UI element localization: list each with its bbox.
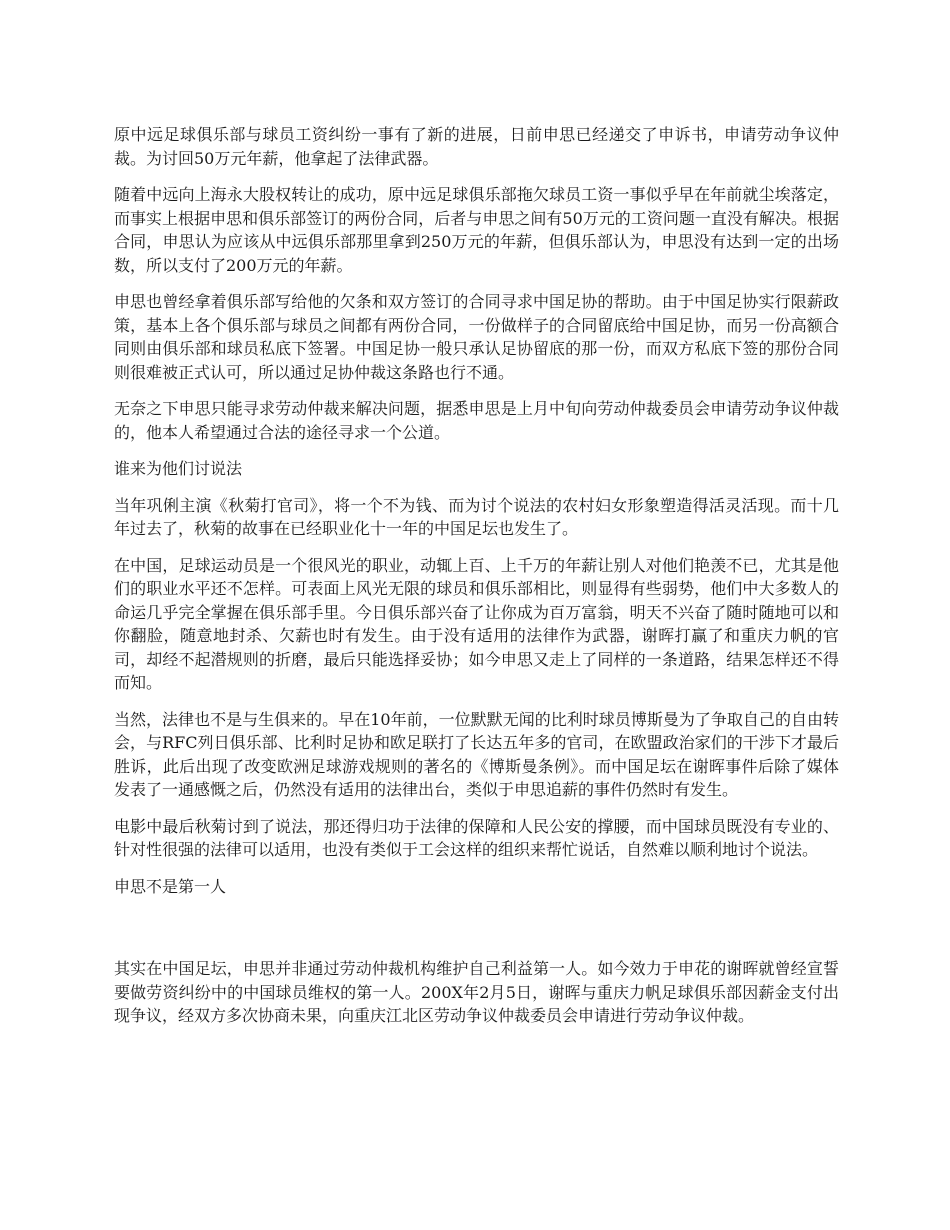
paragraph: 电影中最后秋菊讨到了说法，那还得归功于法律的保障和人民公安的撑腰，而中国球员既没有专业的、针对性很强的法律可以适用，也没有类似于工会这样的组织来帮忙说话，自然难以顺利地讨个说法。 — [114, 816, 839, 859]
section-heading: 谁来为他们讨说法 — [114, 459, 243, 478]
paragraph: 当然，法律也不是与生俱来的。早在10年前，一位默默无闻的比利时球员博斯曼为了争取自己的自由转会，与RFC列日俱乐部、比利时足协和欧足联打了长达五年多的官司，在欧盟政治家们的干涉下才最后胜诉，此后出现了改变欧洲足球游戏规则的著名的《博斯曼条例》。而中国足坛在谢晖事件后除了媒体发表了一通感慨之后，仍然没有适用的法律出台，类似于申思追薪的事件仍然时有发生。 — [114, 709, 839, 799]
paragraph: 在中国，足球运动员是一个很风光的职业，动辄上百、上千万的年薪让别人对他们艳羡不已，尤其是他们的职业水平还不怎样。可表面上风光无限的球员和俱乐部相比，则显得有些弱势，他们中大多数人的命运几乎完全掌握在俱乐部手里。今日俱乐部兴奋了让你成为百万富翁，明天不兴奋了随时随地可以和你翻脸，随意地封杀、欠薪也时有发生。由于没有适用的法律作为武器，谢晖打赢了和重庆力帆的官司，却经不起潜规则的折磨，最后只能选择妥协；如今申思又走上了同样的一条道路，结果怎样还不得而知。 — [114, 555, 839, 692]
paragraph: 无奈之下申思只能寻求劳动仲裁来解决问题，据悉申思是上月中旬向劳动仲裁委员会申请劳动争议仲裁的，他本人希望通过合法的途径寻求一个公道。 — [114, 399, 839, 442]
paragraph: 原中远足球俱乐部与球员工资纠纷一事有了新的进展，日前申思已经递交了申诉书，申请劳动争议仲裁。为讨回50万元年薪，他拿起了法律武器。 — [114, 125, 839, 168]
paragraph: 当年巩俐主演《秋菊打官司》，将一个不为钱、而为讨个说法的农村妇女形象塑造得活灵活现。而十几年过去了，秋菊的故事在已经职业化十一年的中国足坛也发生了。 — [114, 495, 839, 538]
article-body — [114, 123, 839, 1041]
paragraph: 随着中远向上海永大股权转让的成功，原中远足球俱乐部拖欠球员工资一事似乎早在年前就尘埃落定，而事实上根据申思和俱乐部签订的两份合同，后者与申思之间有50万元的工资问题一直没有解决。根据合同，申思认为应该从中远俱乐部那里拿到250万元的年薪，但俱乐部认为，申思没有达到一定的出场数，所以支付了200万元的年薪。 — [114, 185, 839, 275]
paragraph: 申思也曾经拿着俱乐部写给他的欠条和双方签订的合同寻求中国足协的帮助。由于中国足协实行限薪政策，基本上各个俱乐部与球员之间都有两份合同，一份做样子的合同留底给中国足协，而另一份高额合同则由俱乐部和球员私底下签署。中国足协一般只承认足协留底的那一份，而双方私底下签的那份合同则很难被正式认可，所以通过足协仲裁这条路也行不通。 — [114, 292, 839, 382]
paragraph: 其实在中国足坛，申思并非通过劳动仲裁机构维护自己利益第一人。如今效力于申花的谢晖就曾经宣誓要做劳资纠纷中的中国球员维权的第一人。200X年2月5日，谢晖与重庆力帆足球俱乐部因薪金支付出现争议，经双方多次协商未果，向重庆江北区劳动争议仲裁委员会申请进行劳动争议仲裁。 — [114, 959, 839, 1025]
section-heading: 申思不是第一人 — [114, 876, 227, 896]
blank-space — [114, 911, 839, 957]
